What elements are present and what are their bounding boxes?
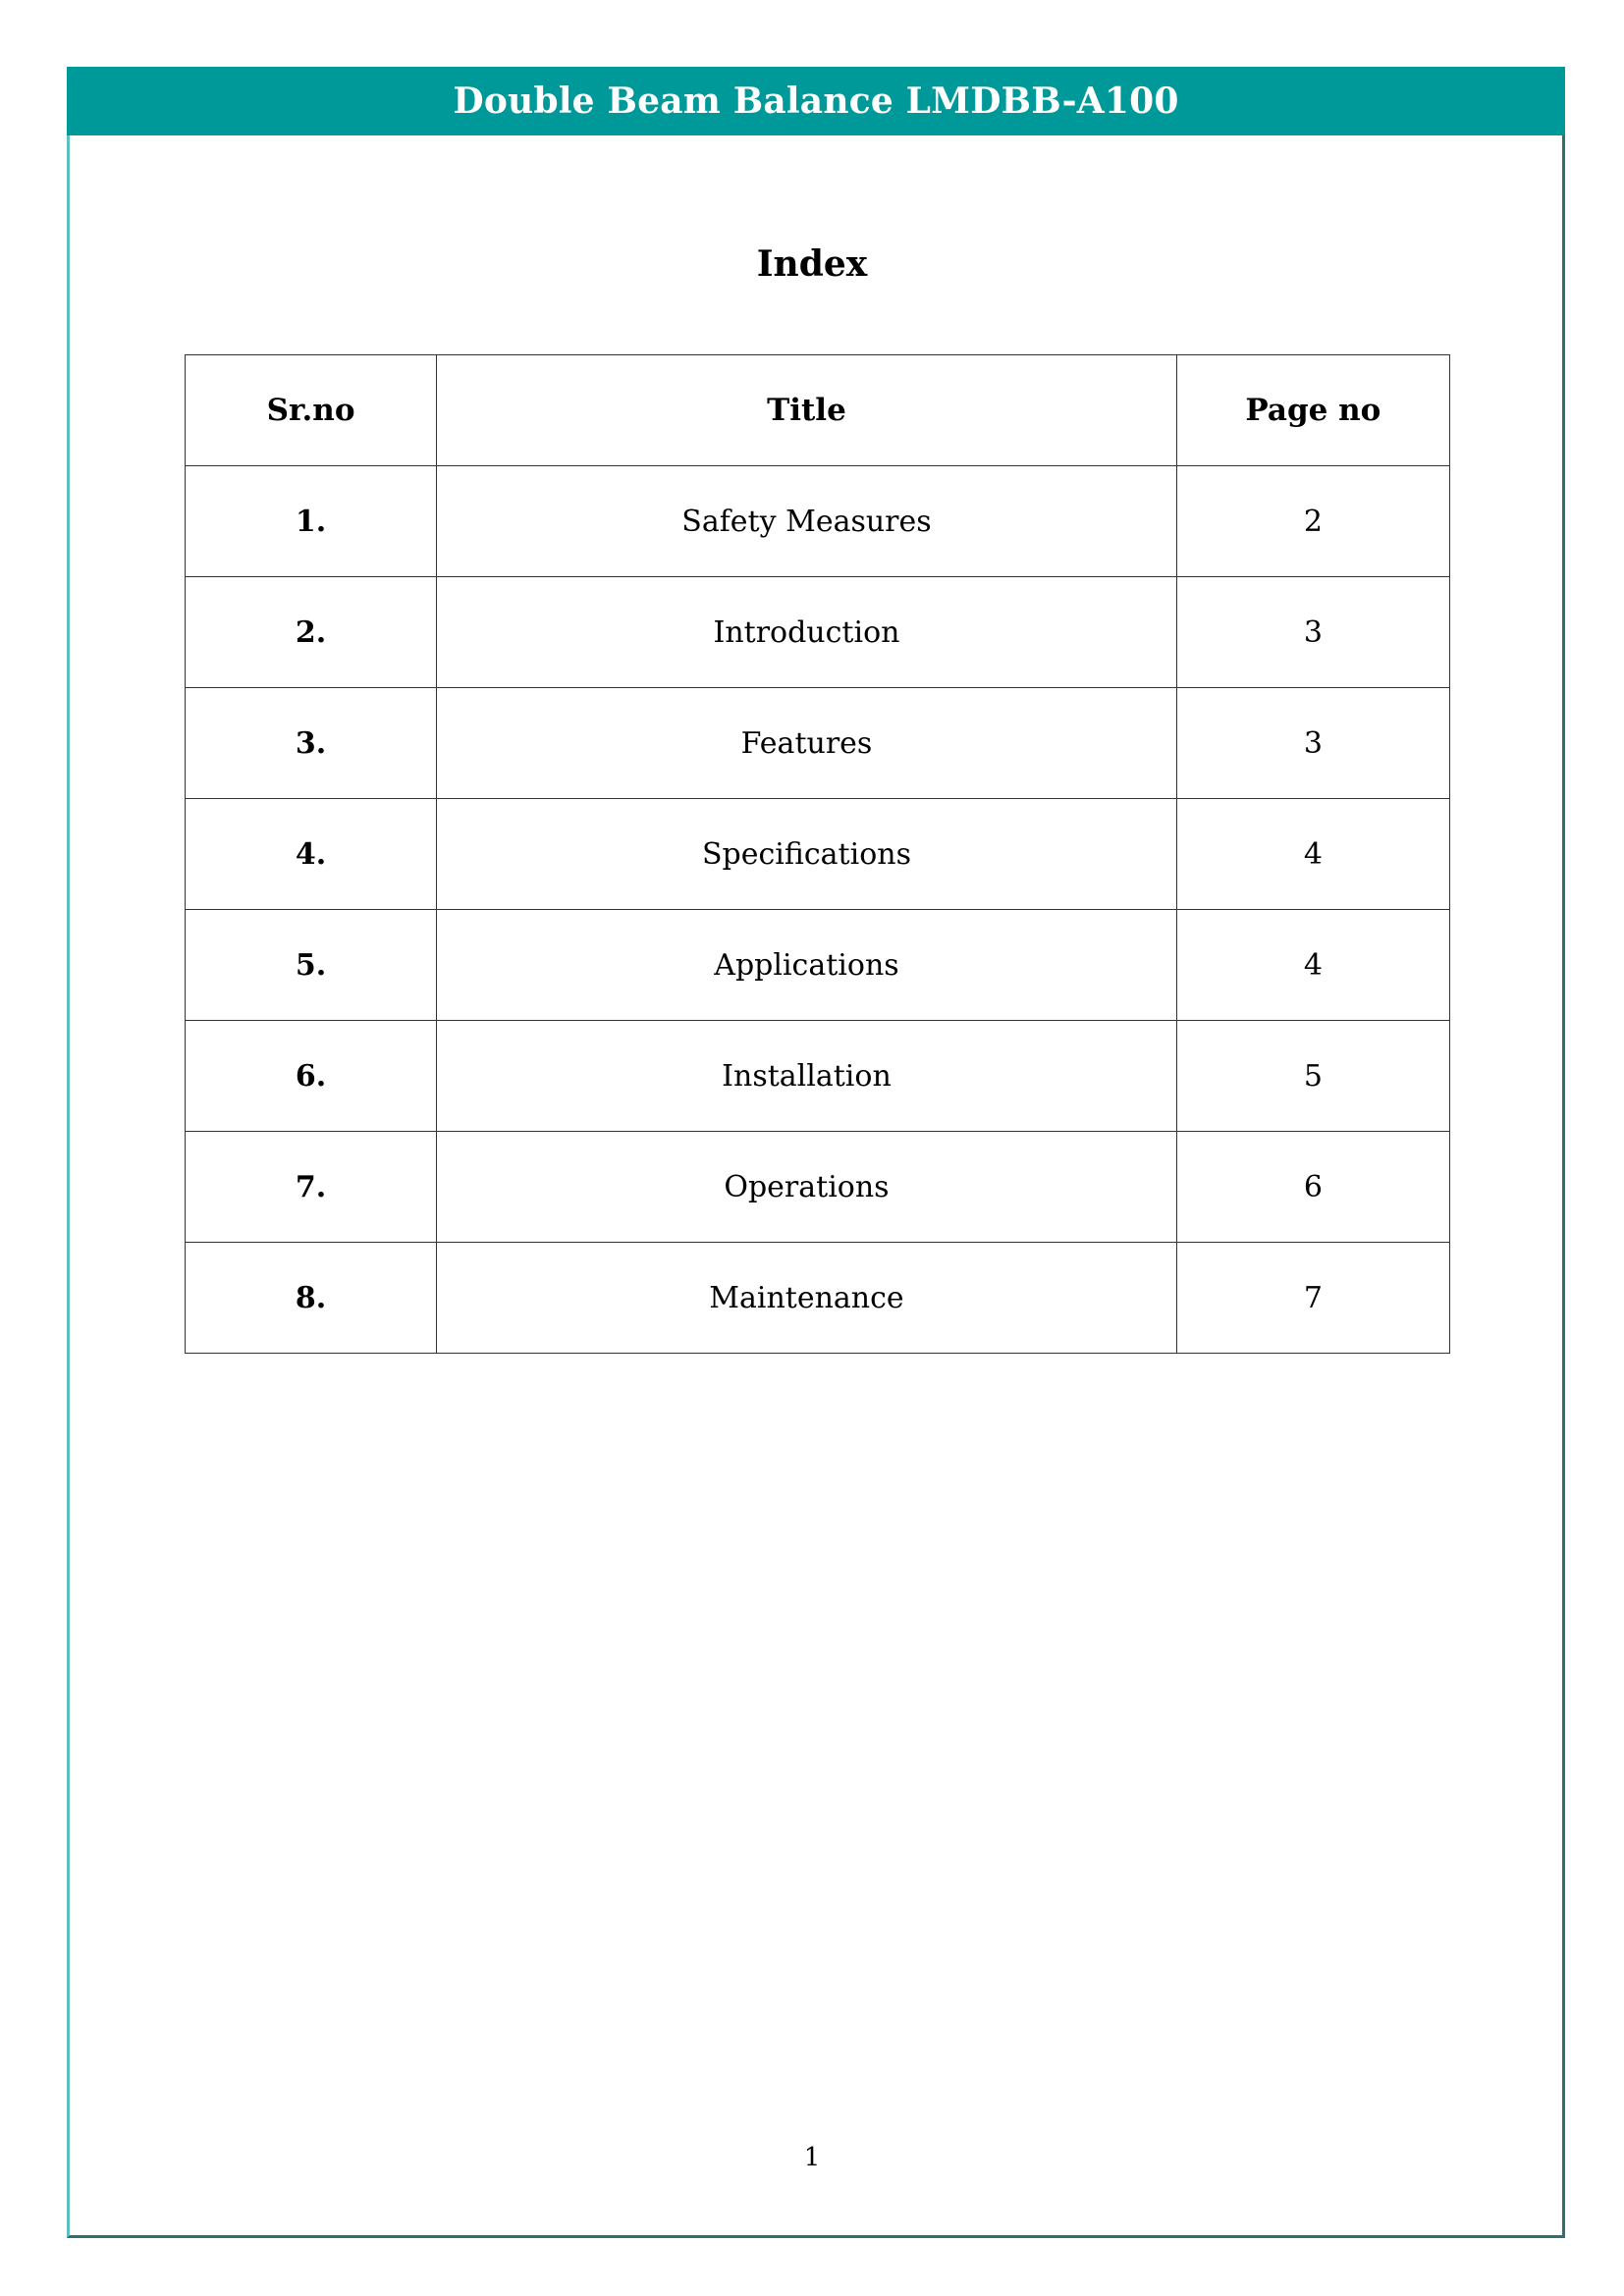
document-title: Double Beam Balance LMDBB-A100 — [453, 80, 1179, 122]
row-title: Operations — [437, 1132, 1177, 1243]
index-table — [185, 354, 1450, 1354]
column-header-page: Page no — [1176, 355, 1449, 466]
row-sr: 7. — [186, 1132, 437, 1243]
row-page: 4 — [1176, 799, 1449, 910]
row-sr: 3. — [186, 688, 437, 799]
table-row — [186, 577, 1450, 688]
row-page: 2 — [1176, 466, 1449, 577]
row-sr: 4. — [186, 799, 437, 910]
row-title: Applications — [437, 910, 1177, 1021]
table-row — [186, 1243, 1450, 1354]
row-sr: 6. — [186, 1021, 437, 1132]
row-title: Introduction — [437, 577, 1177, 688]
column-header-title: Title — [437, 355, 1177, 466]
table-header-row — [186, 355, 1450, 466]
row-title: Safety Measures — [437, 466, 1177, 577]
page-number: 1 — [803, 2143, 821, 2172]
table-row — [186, 688, 1450, 799]
row-page: 3 — [1176, 577, 1449, 688]
row-title: Installation — [437, 1021, 1177, 1132]
row-sr: 2. — [186, 577, 437, 688]
column-header-sr: Sr.no — [186, 355, 437, 466]
row-page: 7 — [1176, 1243, 1449, 1354]
row-title: Maintenance — [437, 1243, 1177, 1354]
table-row — [186, 799, 1450, 910]
index-heading: Index — [756, 243, 868, 285]
row-page: 3 — [1176, 688, 1449, 799]
table-row — [186, 1021, 1450, 1132]
table-row — [186, 910, 1450, 1021]
document-header — [67, 67, 1565, 135]
row-page: 4 — [1176, 910, 1449, 1021]
row-sr: 8. — [186, 1243, 437, 1354]
row-sr: 1. — [186, 466, 437, 577]
table-row — [186, 466, 1450, 577]
table-row — [186, 1132, 1450, 1243]
row-title: Specifications — [437, 799, 1177, 910]
row-page: 6 — [1176, 1132, 1449, 1243]
row-page: 5 — [1176, 1021, 1449, 1132]
row-title: Features — [437, 688, 1177, 799]
row-sr: 5. — [186, 910, 437, 1021]
